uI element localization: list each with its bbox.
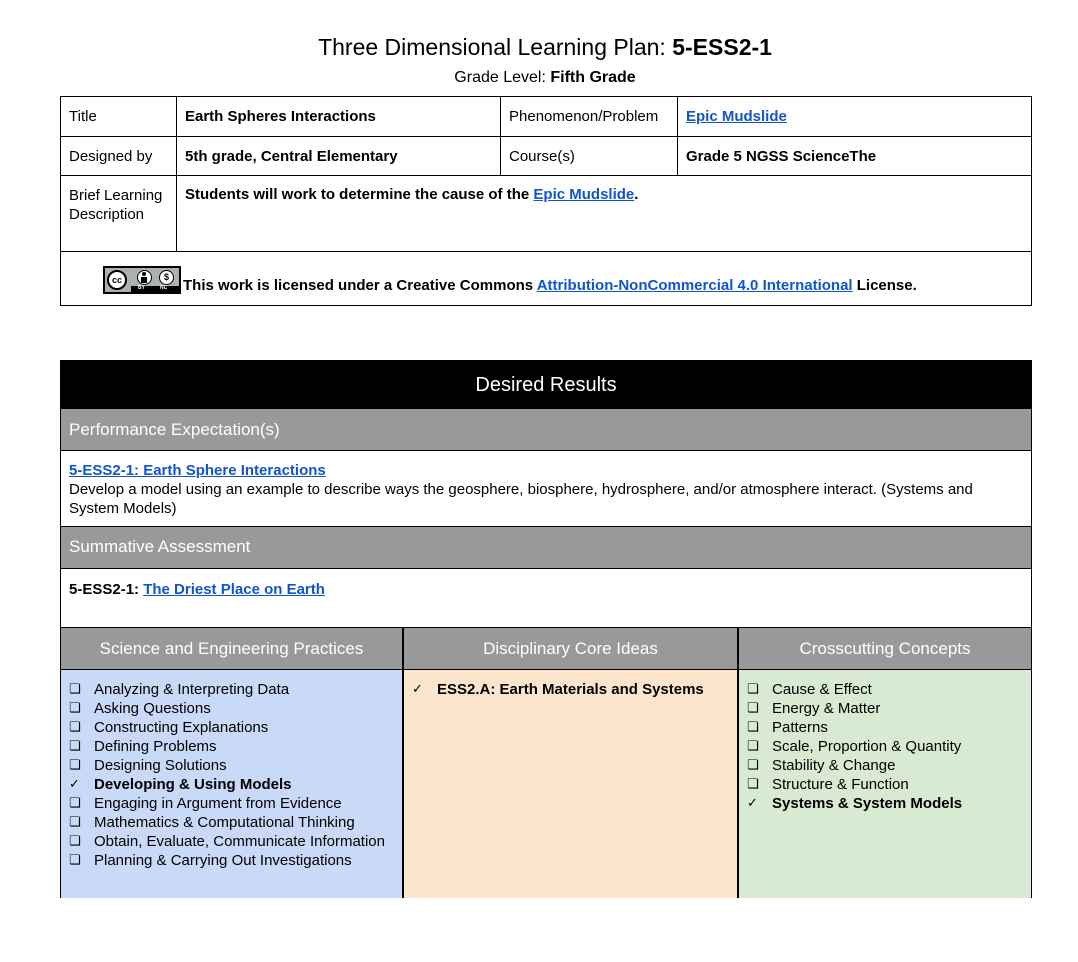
desired-results-heading: Desired Results	[61, 361, 1031, 409]
license-text-before: This work is licensed under a Creative Commons	[183, 277, 537, 294]
sep-item-label: Mathematics & Computational Thinking	[94, 814, 355, 831]
cc-item[interactable]	[739, 756, 1031, 775]
checkmark-icon: ✓	[69, 777, 80, 792]
cc-item-label: Structure & Function	[772, 776, 909, 793]
nc-dollar-icon: $	[159, 270, 174, 285]
checkbox-icon: ❏	[69, 701, 81, 716]
license-row	[103, 264, 1003, 294]
brief-text-before: Students will work to determine the cause of the	[185, 186, 534, 203]
sep-item-label: Defining Problems	[94, 738, 217, 755]
designed-value: 5th grade, Central Elementary	[185, 147, 398, 165]
sep-item[interactable]	[61, 756, 402, 775]
cc-item-label: Systems & System Models	[772, 795, 963, 812]
sep-item-label: Obtain, Evaluate, Communicate Information	[94, 833, 385, 850]
sep-item[interactable]	[61, 737, 402, 756]
summative-assessment-heading: Summative Assessment	[61, 526, 1031, 568]
sep-item-label: Developing & Using Models	[94, 776, 292, 793]
sa-link[interactable]: The Driest Place on Earth	[143, 581, 325, 598]
cc-item-label: Energy & Matter	[772, 700, 881, 717]
sep-item-label: Analyzing & Interpreting Data	[94, 681, 290, 698]
phenomenon-link[interactable]: Epic Mudslide	[686, 108, 787, 125]
performance-expectation-heading: Performance Expectation(s)	[61, 409, 1031, 450]
checkbox-icon: ❏	[69, 682, 81, 697]
page-title-prefix: Three Dimensional Learning Plan:	[318, 34, 673, 60]
license-link[interactable]: Attribution-NonCommercial 4.0 International	[536, 277, 853, 294]
sep-item-label: Constructing Explanations	[94, 719, 269, 736]
pe-link[interactable]: 5-ESS2-1: Earth Sphere Interactions	[69, 462, 326, 479]
pe-description: Develop a model using an example to describe ways the geosphere, biosphere, hydrosphere, and/or atmosphere interact. (Systems and System Models)	[69, 481, 973, 517]
sep-item-label: Planning & Carrying Out Investigations	[94, 852, 352, 869]
cc-nc-text: NC	[160, 285, 168, 291]
sep-item[interactable]	[61, 680, 402, 699]
cc-item[interactable]	[739, 794, 1031, 813]
dci-item[interactable]	[404, 680, 737, 699]
cc-item[interactable]	[739, 737, 1031, 756]
cc-item[interactable]	[739, 680, 1031, 699]
dci-list-panel	[404, 670, 737, 898]
sep-item[interactable]	[61, 851, 402, 870]
checkbox-icon: ❏	[69, 796, 81, 811]
title-label: Title	[69, 108, 97, 125]
sep-item[interactable]	[61, 794, 402, 813]
cc-item[interactable]	[739, 718, 1031, 737]
cc-item-label: Cause & Effect	[772, 681, 872, 698]
phenomenon-label: Phenomenon/Problem	[509, 108, 659, 125]
sep-item-label: Designing Solutions	[94, 757, 227, 774]
brief-label: Brief Learning Description	[69, 187, 163, 223]
designed-label: Designed by	[69, 147, 153, 165]
checkbox-icon: ❏	[747, 739, 759, 754]
sep-item[interactable]	[61, 775, 402, 794]
checkbox-icon: ❏	[69, 853, 81, 868]
cc-item-label: Scale, Proportion & Quantity	[772, 738, 962, 755]
license-text	[183, 277, 917, 294]
dci-item-label: ESS2.A: Earth Materials and Systems	[437, 681, 704, 698]
sep-item[interactable]	[61, 813, 402, 832]
by-person-icon	[137, 270, 152, 285]
cc-item[interactable]	[739, 775, 1031, 794]
brief-mudslide-link[interactable]: Epic Mudslide	[533, 186, 635, 203]
sep-list-panel	[61, 670, 402, 898]
sep-item[interactable]	[61, 832, 402, 851]
brief-text-after: .	[634, 186, 639, 203]
cc-logo-icon: cc	[107, 270, 127, 290]
checkbox-icon: ❏	[69, 834, 81, 849]
dci-list	[404, 680, 737, 699]
cc-license-badge[interactable]	[103, 266, 181, 294]
page-title	[0, 34, 1078, 61]
cc-heading: Crosscutting Concepts	[739, 628, 1031, 670]
checkmark-icon: ✓	[747, 796, 758, 811]
checkbox-icon: ❏	[69, 720, 81, 735]
checkbox-icon: ❏	[69, 758, 81, 773]
title-value: Earth Spheres Interactions	[185, 108, 376, 125]
sep-item-label: Asking Questions	[94, 700, 211, 717]
checkbox-icon: ❏	[747, 720, 759, 735]
sep-heading: Science and Engineering Practices	[61, 628, 402, 670]
cc-list-panel	[739, 670, 1031, 898]
sep-list	[61, 680, 402, 870]
page-title-code: 5-ESS2-1	[672, 34, 772, 60]
checkmark-icon: ✓	[412, 682, 423, 697]
checkbox-icon: ❏	[747, 758, 759, 773]
grade-level-value: Fifth Grade	[550, 69, 636, 86]
checkbox-icon: ❏	[69, 739, 81, 754]
license-text-after: License.	[852, 277, 917, 294]
grade-level-label: Grade Level:	[454, 69, 551, 86]
checkbox-icon: ❏	[747, 701, 759, 716]
phenomenon-cell	[678, 97, 1031, 136]
cc-item[interactable]	[739, 699, 1031, 718]
sep-item[interactable]	[61, 718, 402, 737]
desired-results-section	[60, 360, 1032, 898]
sa-code: 5-ESS2-1:	[69, 581, 144, 598]
course-value: Grade 5 NGSS ScienceThe	[686, 147, 877, 165]
brief-description	[177, 186, 1031, 210]
cc-by-text: BY	[138, 285, 145, 291]
dci-heading: Disciplinary Core Ideas	[404, 628, 737, 670]
cc-item-label: Stability & Change	[772, 757, 896, 774]
cc-item-label: Patterns	[772, 719, 828, 736]
grade-level	[0, 69, 1078, 87]
sep-item[interactable]	[61, 699, 402, 718]
sep-item-label: Engaging in Argument from Evidence	[94, 795, 342, 812]
checkbox-icon: ❏	[747, 682, 759, 697]
course-label: Course(s)	[509, 147, 575, 165]
checkbox-icon: ❏	[747, 777, 759, 792]
checkbox-icon: ❏	[69, 815, 81, 830]
summative-assessment-body	[69, 580, 1019, 599]
info-table	[60, 96, 1032, 306]
cc-list	[739, 680, 1031, 813]
performance-expectation-body	[69, 461, 1019, 518]
